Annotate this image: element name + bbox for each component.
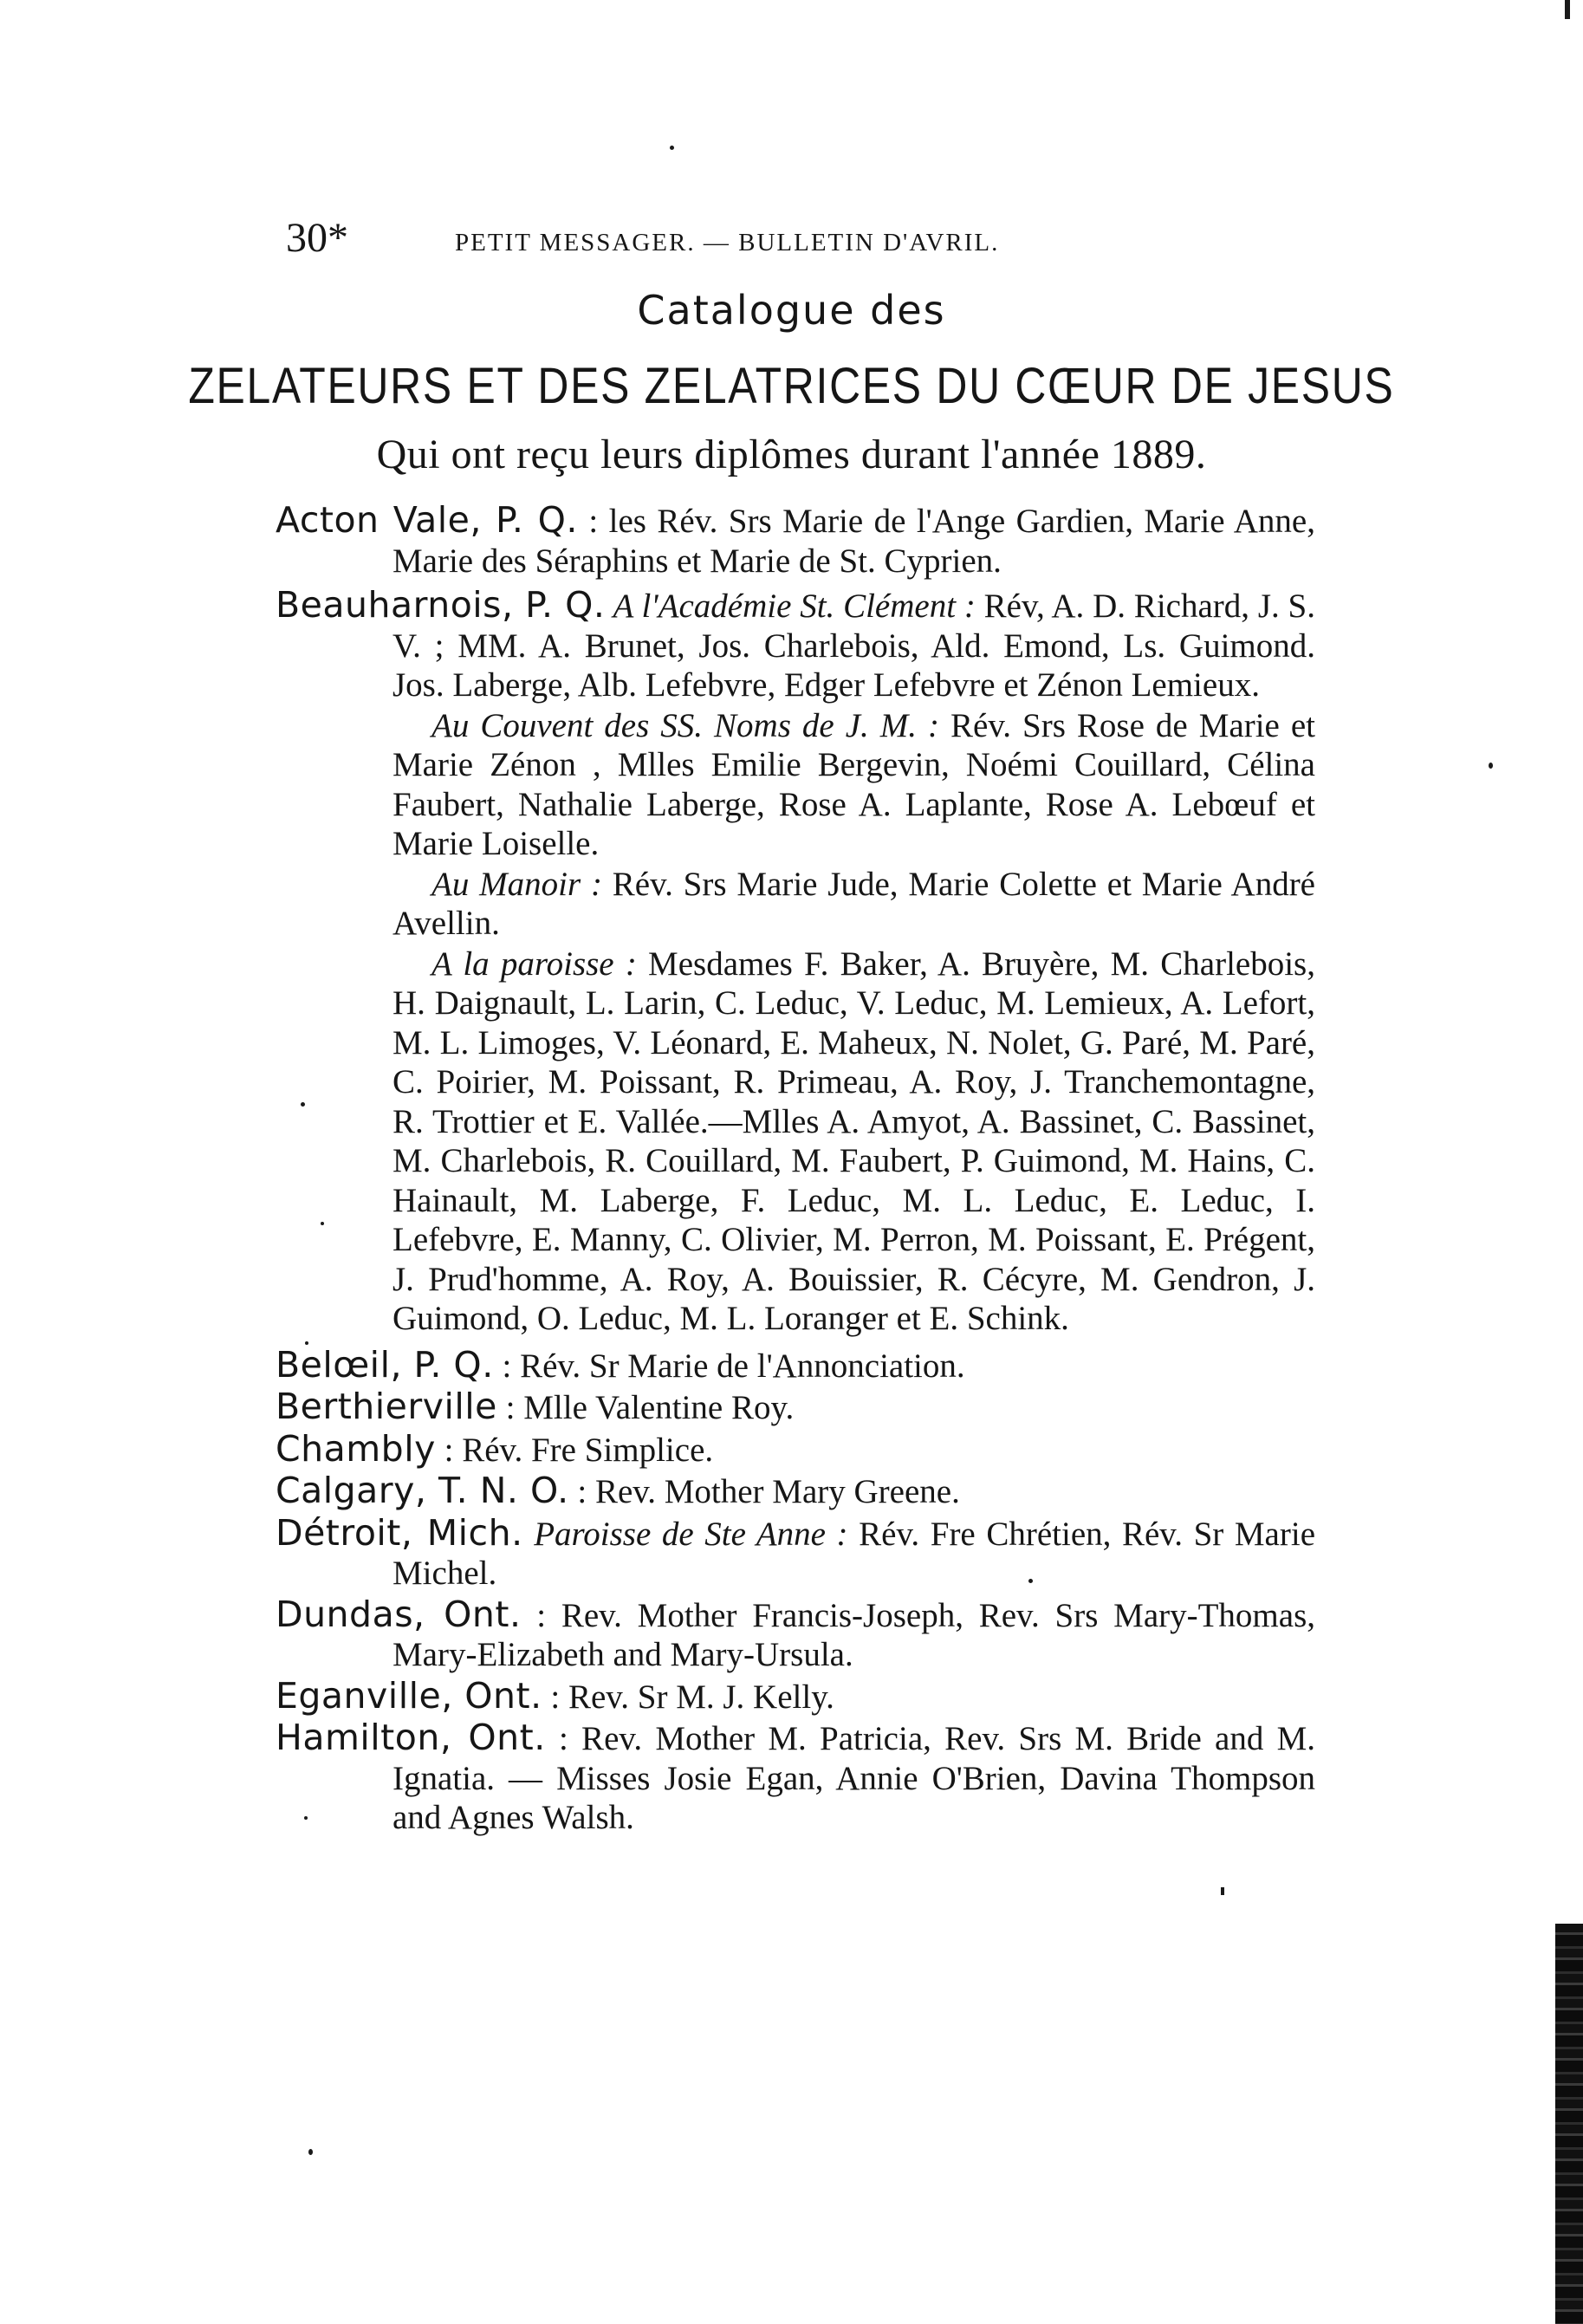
place-name: Beauharnois, P. Q. (276, 584, 606, 626)
scan-speck (670, 146, 674, 150)
entry-text: : Rév. Fre Simplice. (435, 1431, 714, 1469)
entry-text: : Rev. Sr M. J. Kelly. (542, 1678, 834, 1716)
place-name: Eganville, Ont. (276, 1674, 542, 1717)
page-number: 30* (286, 215, 348, 261)
place-name: Berthierville (276, 1386, 497, 1427)
entry-beloeil (276, 1343, 1315, 1386)
place-name: Chambly (276, 1427, 436, 1470)
entry-hamilton (276, 1718, 1315, 1838)
place-name: Détroit, Mich. (276, 1511, 523, 1554)
entry-beauharnois (276, 586, 1315, 705)
entry-subheading: Au Manoir : (431, 865, 602, 903)
entry-text: Rév. Fre Chrétien, Rév. Sr Marie Michel. (393, 1515, 1315, 1592)
entry-beauharnois-paroisse (276, 945, 1315, 1339)
scan-speck (1489, 763, 1493, 769)
entry-subheading: A la paroisse : (431, 945, 637, 983)
page-header (286, 212, 1170, 264)
running-head: PETIT MESSAGER. — BULLETIN D'AVRIL. (455, 229, 1000, 256)
entry-chambly (276, 1427, 1315, 1470)
entry-text: Rév. Srs Marie Jude, Marie Colette et Marie André Avellin. (393, 865, 1315, 942)
place-name: Belœil, P. Q. (276, 1343, 494, 1386)
scan-speck (1221, 1887, 1224, 1895)
entry-text: Rév. Srs Rose de Marie et Marie Zénon , Mlles Emilie Bergevin, Noémi Couillard, Célina Faubert, Nathalie Laberge, Rose A. Laplante, Rose A. Lebœuf et Marie Loiselle. (393, 706, 1315, 862)
scan-speck (308, 2149, 313, 2155)
entry-list (276, 501, 1315, 1839)
entry-beauharnois-manoir (276, 865, 1315, 944)
place-name: Dundas, Ont. (276, 1593, 522, 1635)
entry-text: : Rev. Mother M. Patricia, Rev. Srs M. Bride and M. Ignatia. — Misses Josie Egan, Annie O'Brien, Davina Thompson and Agnes Walsh. (393, 1720, 1315, 1836)
place-name: Hamilton, Ont. (276, 1717, 546, 1758)
entry-calgary (276, 1471, 1315, 1512)
entry-text: Mesdames F. Baker, A. Bruyère, M. Charlebois, H. Daignault, L. Larin, C. Leduc, V. Leduc, M. Lemieux, A. Lefort, M. L. Limoges, V. Léonard, E. Maheux, N. Nolet, G. Paré, M. Paré, C. Poirier, M. Poissant, R. Primeau, A. Roy, J. Tranchemontagne, R. Trottier et E. Vallée.—Mlles A. Amyot, A. Bassinet, C. Bassinet, M. Charlebois, R. Couillard, M. Faubert, P. Guimond, M. Hains, C. Hainault, M. Laberge, F. Leduc, M. L. Leduc, E. Leduc, I. Lefebvre, E. Manny, C. Olivier, M. Perron, M. Poissant, E. Prégent, J. Prud'homme, A. Roy, A. Bouissier, R. Cécyre, M. Gendron, J. Guimond, O. Leduc, M. L. Loranger et E. Schink. (393, 945, 1315, 1337)
catalogue-heading: ZELATEURS ET DES ZELATRICES DU CŒUR DE JESUS (188, 358, 1395, 414)
entry-eganville (276, 1674, 1315, 1717)
entry-dundas (276, 1595, 1315, 1675)
entry-berthierville (276, 1387, 1315, 1428)
entry-subheading: Au Couvent des SS. Noms de J. M. : (431, 706, 939, 744)
place-name: Acton Vale, P. Q. (276, 499, 578, 541)
entry-text: Rév, A. D. Richard, J. S. V. ; MM. A. Brunet, Jos. Charlebois, Ald. Emond, Ls. Guimond. Jos. Laberge, Alb. Lefebvre, Edger Lefebvre et Zénon Lemieux. (393, 587, 1315, 704)
binding-edge (1555, 1924, 1583, 2324)
entry-text: : Mlle Valentine Roy. (496, 1389, 795, 1426)
place-name: Calgary, T. N. O. (276, 1470, 569, 1511)
entry-subheading: A l'Académie St. Clément : (605, 587, 976, 625)
scan-speck (1565, 0, 1570, 19)
catalogue-subtitle: Qui ont reçu leurs diplômes durant l'année 1889. (376, 432, 1207, 477)
entry-subheading: Paroisse de Ste Anne : (522, 1515, 848, 1553)
entry-beauharnois-couvent (276, 706, 1315, 864)
entry-text: : Rév. Sr Marie de l'Annonciation. (493, 1347, 965, 1385)
entry-text: : Rev. Mother Francis-Joseph, Rev. Srs Mary-Thomas, Mary-Elizabeth and Mary-Ursula. (393, 1596, 1315, 1673)
catalogue-title: Catalogue des (637, 287, 946, 334)
entry-text: : Rev. Mother Mary Greene. (568, 1473, 960, 1510)
entry-acton-vale (276, 501, 1315, 581)
entry-text: : les Rév. Srs Marie de l'Ange Gardien, Marie Anne, Marie des Séraphins et Marie de St. Cyprien. (393, 503, 1315, 580)
entry-detroit (276, 1511, 1315, 1594)
